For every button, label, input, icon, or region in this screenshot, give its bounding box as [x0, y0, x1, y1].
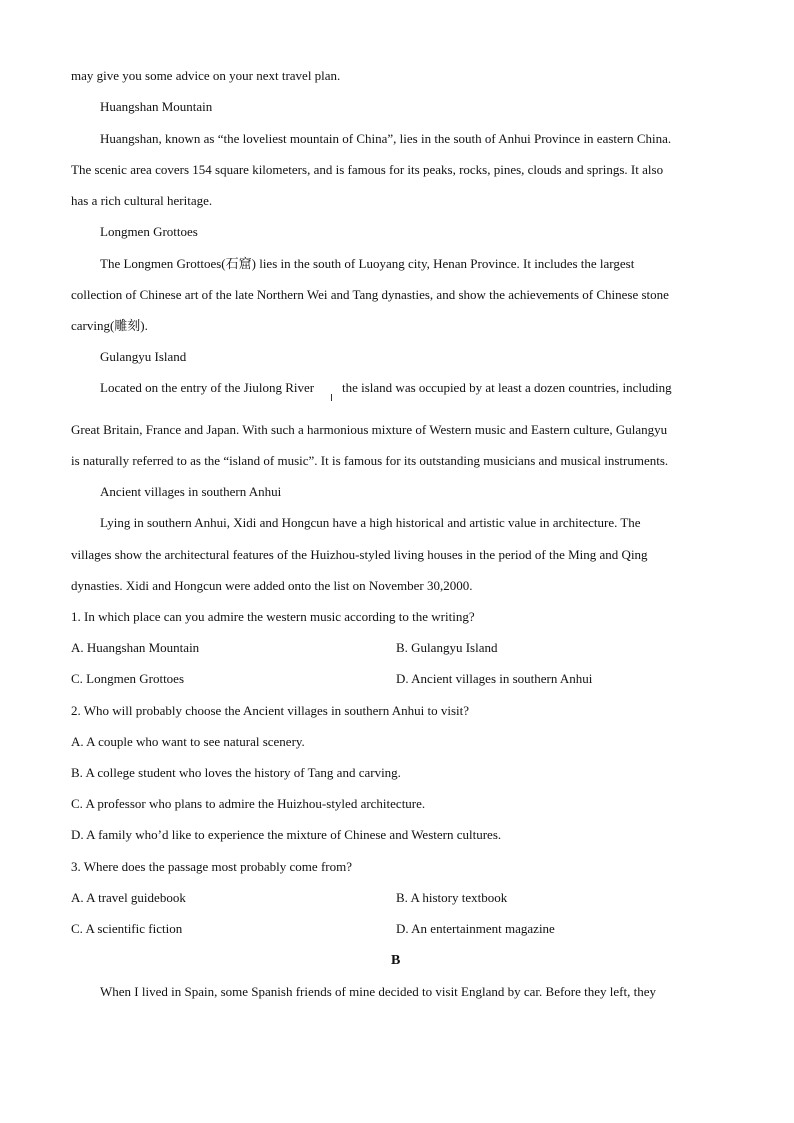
paragraph-line-part: Located on the entry of the Jiulong River [100, 380, 315, 395]
stray-mark [331, 394, 332, 401]
option-2-a: A. A couple who want to see natural scenery. [71, 734, 305, 749]
section-title-anhui: Ancient villages in southern Anhui [100, 484, 282, 499]
paragraph-line: Huangshan, known as “the loveliest mountain of China”, lies in the south of Anhui Province in eastern China. [100, 131, 672, 146]
section-title-huangshan: Huangshan Mountain [100, 99, 213, 114]
paragraph-line: villages show the architectural features of the Huizhou-styled living houses in the period of the Ming and Qing [71, 547, 648, 562]
question-stem-3: 3. Where does the passage most probably come from? [71, 859, 352, 874]
section-heading-b: B [391, 953, 401, 968]
option-3-a: A. A travel guidebook [71, 890, 186, 905]
option-2-c: C. A professor who plans to admire the Huizhou-styled architecture. [71, 796, 426, 811]
question-stem-1: 1. In which place can you admire the western music according to the writing? [71, 609, 475, 624]
option-3-b: B. A history textbook [396, 890, 508, 905]
paragraph-line: is naturally referred to as the “island of music”. It is famous for its outstanding musicians and musical instruments. [71, 453, 669, 468]
paragraph-line: When I lived in Spain, some Spanish friends of mine decided to visit England by car. Before they left, they [100, 984, 656, 999]
question-stem-2: 2. Who will probably choose the Ancient villages in southern Anhui to visit? [71, 703, 470, 718]
paragraph-line-part: the island was occupied by at least a dozen countries, including [342, 380, 672, 395]
section-title-gulangyu: Gulangyu Island [100, 349, 187, 364]
option-1-c: C. Longmen Grottoes [71, 671, 185, 686]
option-3-c: C. A scientific fiction [71, 921, 183, 936]
option-3-d: D. An entertainment magazine [396, 921, 555, 936]
paragraph-line: Great Britain, France and Japan. With such a harmonious mixture of Western music and Eastern culture, Gulangyu [71, 422, 668, 437]
option-2-d: D. A family who’d like to experience the mixture of Chinese and Western cultures. [71, 827, 502, 842]
paragraph-line: The Longmen Grottoes(石窟) lies in the south of Luoyang city, Henan Province. It includes the largest [100, 256, 635, 271]
intro-text: may give you some advice on your next travel plan. [71, 68, 341, 83]
option-2-b: B. A college student who loves the history of Tang and carving. [71, 765, 401, 780]
option-1-d: D. Ancient villages in southern Anhui [396, 671, 593, 686]
paragraph-line: dynasties. Xidi and Hongcun were added onto the list on November 30,2000. [71, 578, 473, 593]
paragraph-line: The scenic area covers 154 square kilometers, and is famous for its peaks, rocks, pines, clouds and springs. It also [71, 162, 664, 177]
option-1-b: B. Gulangyu Island [396, 640, 498, 655]
option-1-a: A. Huangshan Mountain [71, 640, 200, 655]
section-title-longmen: Longmen Grottoes [100, 224, 198, 239]
paragraph-line: has a rich cultural heritage. [71, 193, 213, 208]
paragraph-line: Lying in southern Anhui, Xidi and Hongcun have a high historical and artistic value in architecture. The [100, 515, 641, 530]
paragraph-line: carving(雕刻). [71, 318, 148, 333]
paragraph-line: collection of Chinese art of the late Northern Wei and Tang dynasties, and show the achievements of Chinese stone [71, 287, 669, 302]
